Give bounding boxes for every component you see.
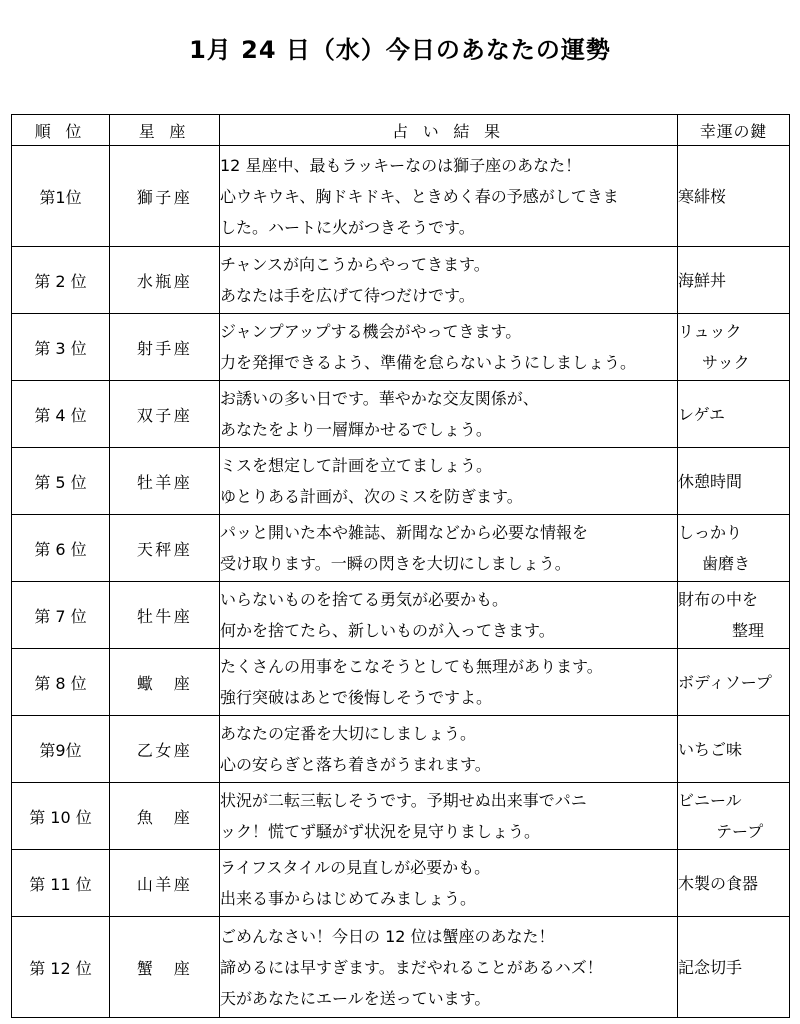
result-line: いらないものを捨てる勇気が必要かも。 bbox=[220, 590, 509, 609]
result-line: 心の安らぎと落ち着きがうまれます。 bbox=[220, 755, 491, 774]
rank-cell: 第 2 位 bbox=[12, 247, 110, 314]
result-line: 何かを捨てたら、新しいものが入ってきます。 bbox=[220, 621, 555, 640]
result-line: 諦めるには早すぎます。まだやれることがあるハズ！ bbox=[220, 957, 603, 977]
result-line: チャンスが向こうからやってきます。 bbox=[220, 255, 490, 274]
lucky-key-line: 歯磨き bbox=[702, 554, 751, 573]
sign-cell: 蟹 座 bbox=[110, 917, 220, 1018]
result-line: あなたの定番を大切にしましょう。 bbox=[220, 724, 477, 743]
lucky-key-line: 休憩時間 bbox=[678, 471, 743, 491]
lucky-key-cell bbox=[678, 515, 790, 582]
result-line: 出来る事からはじめてみましょう。 bbox=[220, 889, 477, 908]
result-line: 状況が二転三転しそうです。予期せぬ出来事でパニ bbox=[220, 791, 587, 810]
sign-cell: 乙女座 bbox=[110, 716, 220, 783]
result-line: 12 星座中、最もラッキーなのは獅子座のあなた！ bbox=[220, 155, 582, 175]
result-line: 受け取ります。一瞬の閃きを大切にしましょう。 bbox=[220, 554, 571, 573]
table-row bbox=[12, 146, 790, 247]
result-cell bbox=[220, 582, 678, 649]
lucky-key-line: しっかり bbox=[678, 523, 743, 542]
table-row bbox=[12, 850, 790, 917]
result-cell bbox=[220, 649, 678, 716]
rank-cell: 第 10 位 bbox=[12, 783, 110, 850]
header-result: 占 い 結 果 bbox=[220, 115, 678, 146]
result-line: たくさんの用事をこなそうとしても無理があります。 bbox=[220, 657, 603, 676]
table-header-row bbox=[12, 115, 790, 146]
result-cell bbox=[220, 146, 678, 247]
result-cell bbox=[220, 716, 678, 783]
rank-cell: 第 6 位 bbox=[12, 515, 110, 582]
table-row bbox=[12, 783, 790, 850]
result-line: ライフスタイルの見直しが必要かも。 bbox=[220, 858, 491, 877]
table-row bbox=[12, 716, 790, 783]
result-cell bbox=[220, 783, 678, 850]
header-rank: 順 位 bbox=[12, 115, 110, 146]
page-title: 1月 24 日（水）今日のあなたの運勢 bbox=[189, 36, 611, 64]
result-line: お誘いの多い日です。華やかな交友関係が、 bbox=[220, 389, 539, 408]
lucky-key-line: ビニール bbox=[678, 791, 742, 810]
result-line: ミスを想定して計画を立てましょう。 bbox=[220, 456, 493, 475]
lucky-key-cell bbox=[678, 850, 790, 917]
lucky-key-cell bbox=[678, 146, 790, 247]
lucky-key-line: サック bbox=[702, 353, 750, 372]
lucky-key-cell bbox=[678, 448, 790, 515]
table-row bbox=[12, 448, 790, 515]
result-line: パッと開いた本や雑誌、新聞などから必要な情報を bbox=[220, 523, 589, 542]
lucky-key-cell bbox=[678, 783, 790, 850]
sign-cell: 蠍 座 bbox=[110, 649, 220, 716]
result-line: ゆとりある計画が、次のミスを防ぎます。 bbox=[220, 487, 523, 506]
table-row bbox=[12, 381, 790, 448]
table-row bbox=[12, 917, 790, 1018]
rank-cell: 第 11 位 bbox=[12, 850, 110, 917]
result-line: ごめんなさい！今日の 12 位は蟹座のあなた！ bbox=[220, 926, 555, 946]
rank-cell: 第 7 位 bbox=[12, 582, 110, 649]
result-cell bbox=[220, 850, 678, 917]
result-line: 天があなたにエールを送っています。 bbox=[220, 988, 491, 1008]
sign-cell: 双子座 bbox=[110, 381, 220, 448]
rank-cell: 第1位 bbox=[12, 146, 110, 247]
result-cell bbox=[220, 314, 678, 381]
lucky-key-line: 海鮮丼 bbox=[678, 270, 727, 290]
lucky-key-line: 整理 bbox=[732, 621, 765, 640]
lucky-key-line: ボディソープ bbox=[678, 672, 772, 692]
result-line: あなたは手を広げて待つだけです。 bbox=[220, 286, 475, 305]
result-line: ック！慌てず騒がず状況を見守りましょう。 bbox=[220, 822, 541, 841]
header-sign: 星 座 bbox=[110, 115, 220, 146]
lucky-key-line: テープ bbox=[716, 822, 764, 841]
lucky-key-cell bbox=[678, 649, 790, 716]
lucky-key-line: 記念切手 bbox=[678, 957, 743, 977]
rank-cell: 第9位 bbox=[12, 716, 110, 783]
lucky-key-line: 寒緋桜 bbox=[678, 186, 727, 206]
lucky-key-line: いちご味 bbox=[678, 739, 743, 759]
lucky-key-cell bbox=[678, 314, 790, 381]
sign-cell: 魚 座 bbox=[110, 783, 220, 850]
lucky-key-line: リュック bbox=[678, 322, 742, 341]
sign-cell: 天秤座 bbox=[110, 515, 220, 582]
table-row bbox=[12, 247, 790, 314]
lucky-key-cell bbox=[678, 917, 790, 1018]
result-line: 心ウキウキ、胸ドキドキ、ときめく春の予感がしてきま bbox=[220, 186, 619, 206]
result-line: 力を発揮できるよう、準備を怠らないようにしましょう。 bbox=[220, 353, 637, 372]
rank-cell: 第 4 位 bbox=[12, 381, 110, 448]
lucky-key-line: 木製の食器 bbox=[678, 873, 759, 893]
rank-cell: 第 8 位 bbox=[12, 649, 110, 716]
sign-cell: 牡羊座 bbox=[110, 448, 220, 515]
table-row bbox=[12, 515, 790, 582]
rank-cell: 第 3 位 bbox=[12, 314, 110, 381]
fortune-table bbox=[11, 114, 790, 1018]
table-row bbox=[12, 314, 790, 381]
result-line: した。ハートに火がつきそうです。 bbox=[220, 217, 475, 237]
table-row bbox=[12, 582, 790, 649]
result-cell bbox=[220, 917, 678, 1018]
result-cell bbox=[220, 247, 678, 314]
result-cell bbox=[220, 448, 678, 515]
sign-cell: 獅子座 bbox=[110, 146, 220, 247]
rank-cell: 第 12 位 bbox=[12, 917, 110, 1018]
result-line: 強行突破はあとで後悔しそうですよ。 bbox=[220, 688, 493, 707]
result-line: あなたをより一層輝かせるでしょう。 bbox=[220, 420, 492, 439]
lucky-key-cell bbox=[678, 716, 790, 783]
lucky-key-cell bbox=[678, 247, 790, 314]
sign-cell: 牡牛座 bbox=[110, 582, 220, 649]
lucky-key-line: レゲエ bbox=[678, 404, 726, 424]
result-cell bbox=[220, 381, 678, 448]
sign-cell: 水瓶座 bbox=[110, 247, 220, 314]
result-cell bbox=[220, 515, 678, 582]
sign-cell: 射手座 bbox=[110, 314, 220, 381]
header-key: 幸運の鍵 bbox=[678, 115, 790, 146]
lucky-key-line: 財布の中を bbox=[678, 590, 759, 609]
lucky-key-cell bbox=[678, 381, 790, 448]
result-line: ジャンプアップする機会がやってきます。 bbox=[220, 322, 522, 341]
sign-cell: 山羊座 bbox=[110, 850, 220, 917]
table-row bbox=[12, 649, 790, 716]
rank-cell: 第 5 位 bbox=[12, 448, 110, 515]
lucky-key-cell bbox=[678, 582, 790, 649]
